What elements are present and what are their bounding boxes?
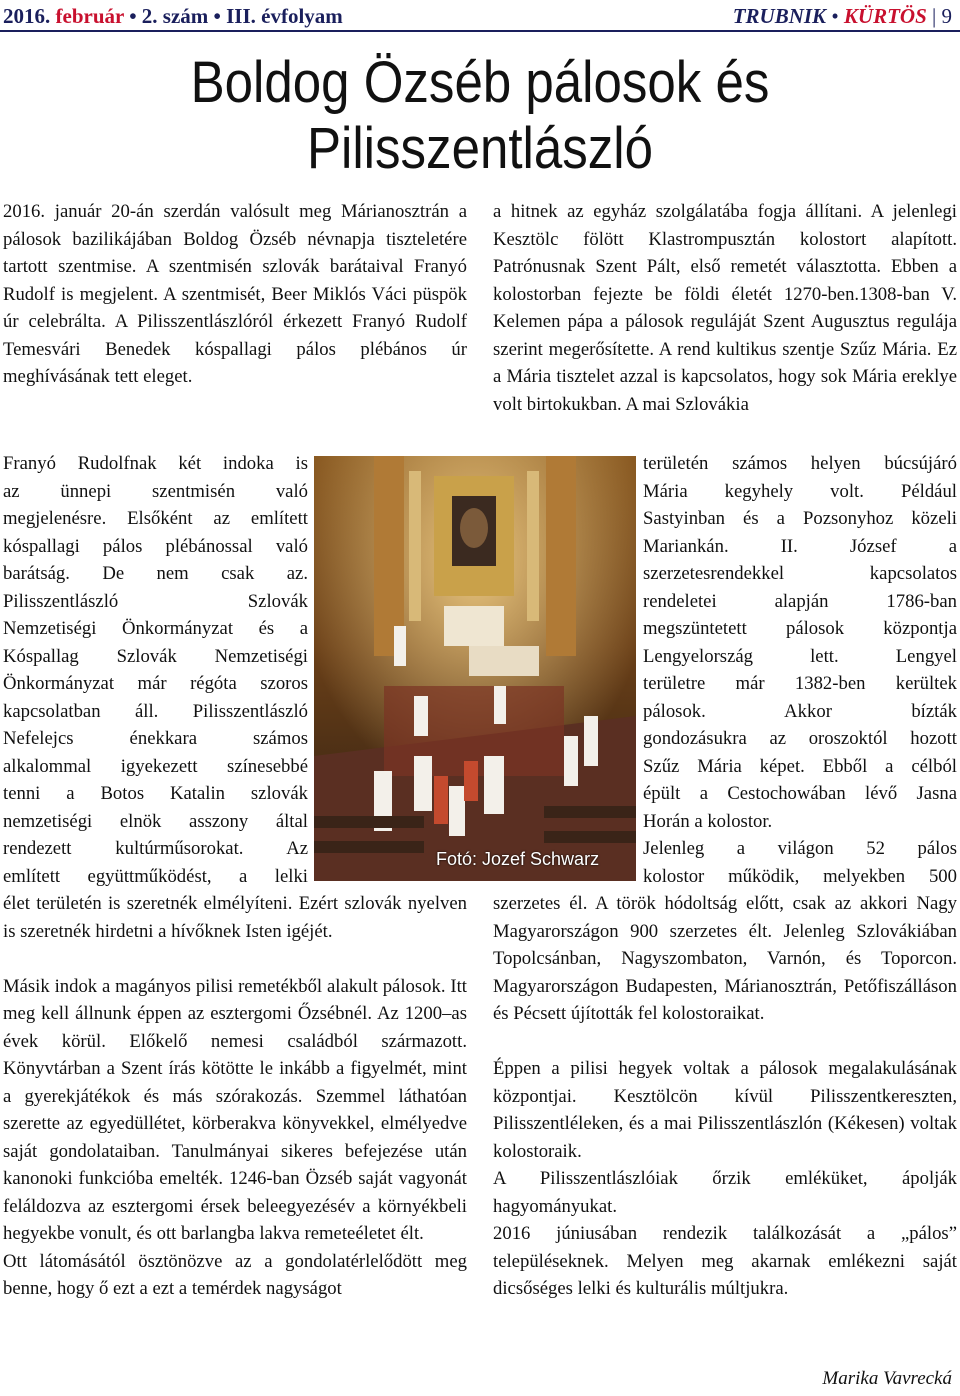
issue-details: • 2. szám • III. évfolyam xyxy=(123,4,343,28)
meeting-paragraph: 2016 júniusában rendezik találkozását a „pálos” településeknek. Melyen meg akarnak emlékezni saját dicsőséges lelki és kulturális múltjukra. xyxy=(493,1223,957,1299)
left-wrap-line: az ünnepi szentmisén való xyxy=(3,480,308,502)
right-continuation: szerzetes él. A török hódoltság előtt, csak az akkori Nagy Magyarországon 900 szerzetes élt. Jelenleg Szlovákiában Topolcsánban, Nagyszombaton, Varnón, és Toporcon. Magyarországon Budapesten, Márianosztrán, Petőfiszálláson és Pécsett újították fel kolostoraikat. xyxy=(493,893,957,1024)
left-wrap-line: kóspallagi pálos plébánossal való xyxy=(3,535,308,557)
second-reason-paragraph: Másik indok a magányos pilisi remetékből alakult pálosok. Itt meg kell állnunk éppen az esztergomi Őzsébnél. Az 1200–as évek körül. Előkelő nemesi családból származott. Könyvtárban a Szent írás kötötte le inkább a figyelmét, mint a gyerekjátékok és más szórakozás. Szemmel láthatóan szerette az egyedüllétet, körberakva könyvekkel, elmélyedve saját gondolataiban. Tanulmányai sikeres befejezése után kanonoki funkcióba emelték. 1246-ban Özséb saját vagyonát feláldozva az esztergomi érsek beleegyezésév a környékbeli hegyekbe vonult, és ott barlangba lakva remeteéletet élt. xyxy=(3,975,467,1244)
left-wrap-text xyxy=(3,450,308,890)
right-wrap-line: megszüntetett pálosok központja xyxy=(643,618,957,639)
left-wrap-line: Nefelejcs énekkara számos xyxy=(3,728,308,749)
right-wrap-line: területén számos helyen búcsújáró xyxy=(643,453,957,474)
right-wrap-line: Mária kegyhely volt. Például xyxy=(643,480,957,502)
page-separator: | xyxy=(926,4,942,28)
left-column-lower xyxy=(3,890,467,1303)
right-wrap-line: pálosok. Akkor bízták xyxy=(643,700,957,722)
left-wrap-line: alkalommal igyekezett színesebbé xyxy=(3,755,308,777)
left-wrap-line: Kóspallag Szlovák Nemzetiségi xyxy=(3,645,308,667)
pilis-hills-paragraph: Éppen a pilisi hegyek voltak a pálosok megalakulásának központjai. Kesztölcön kívül Pilisszentkereszten, Pilisszentléleken, és a mai Pilisszentlászlón (Kékesen) voltak kolostoraik. xyxy=(493,1058,957,1162)
issue-month: február xyxy=(55,4,124,28)
right-wrap-line: Jelenleg a világon 52 pálos xyxy=(643,838,957,859)
left-continuation: élet területén is szeretnék elmélyíteni. Ezért szlovák nyelven is szeretnék hirdetni a hívőknek Isten igéjét. xyxy=(3,893,467,942)
intro-paragraph: 2016. január 20-án szerdán valósult meg Márianosztrán a pálosok bazilikájában Boldog Özséb névnapja tiszteletére tartott szentmise. A szentmisén szlovák barátaival Franyó Rudolf is megjelent. A szentmisét, Beer Miklós Váci püspök úr celebrálta. A Pilisszentlászlóról érkezett Franyó Rudolf Temesvári Benedek kóspallagi pálos plébános úr meghívásának tett eleget. xyxy=(3,201,467,387)
header-rule xyxy=(0,30,960,32)
right-wrap-line: épült a Cestochowában lévő Jasna xyxy=(643,783,957,804)
left-wrap-line: rendezett kultúrműsorokat. Az xyxy=(3,838,308,859)
issue-year: 2016. xyxy=(3,4,56,28)
right-wrap-line: Mariankán. II. József a xyxy=(643,535,957,557)
brand-separator: • xyxy=(826,4,844,28)
photo-caption: Fotó: Jozef Schwarz xyxy=(436,849,600,869)
left-wrap-line: Pilisszentlászló Szlovák xyxy=(3,590,308,612)
right-wrap-line: Sastyinban és a Pozsonyhoz közeli xyxy=(643,508,957,529)
right-wrap-text xyxy=(643,450,957,890)
left-wrap-line: Nemzetiségi Önkormányzat és a xyxy=(3,618,308,639)
brand-kurtos: KÜRTÖS xyxy=(843,4,927,28)
right-wrap-line: szerzetesrendekkel kapcsolatos xyxy=(643,563,957,584)
right-wrap-line: Lengyelország lett. Lengyel xyxy=(643,645,957,667)
church-interior-image xyxy=(314,456,636,881)
issue-info xyxy=(3,4,343,29)
left-wrap-line: megjelenésre. Elsőként az említett xyxy=(3,508,308,529)
right-wrap-line: kolostor működik, melyekben 500 xyxy=(643,865,957,887)
author-signature: Marika Vavrecká xyxy=(822,1368,952,1389)
right-wrap-line: Horán a kolostor. xyxy=(643,810,773,832)
right-column xyxy=(493,198,957,418)
brand-trubnik: TRUBNIK xyxy=(732,4,827,28)
right-wrap-line: rendeletei alapján 1786-ban xyxy=(643,590,957,612)
right-intro: a hitnek az egyház szolgálatába fogja állítani. A jelenlegi Kesztölc fölött Klastrompusztán kolostort alapított. Patrónusnak Szent Pált, első remetét választotta. Ebben a kolostorban fejezte be földi életét 1270-ben.1308-ban V. Kelemen pápa a pálosok reguláját Szent Augusztus regulája szerint megerősítette. A rend kultikus szentje Szűz Mária. Ez a Mária tisztelet azzal is kapcsolatos, hogy sok Mária ereklye volt birtokukban. A mai Szlovákia xyxy=(493,201,957,415)
left-wrap-line: barátság. De nem csak az. xyxy=(3,563,308,584)
left-wrap-line: Franyó Rudolfnak két indoka is xyxy=(3,453,308,474)
title-line-2: Pilisszentlászló xyxy=(306,116,654,181)
publication-info xyxy=(733,4,952,29)
page-number: 9 xyxy=(941,4,952,28)
right-wrap-line: Szűz Mária képet. Ebből a célból xyxy=(643,755,957,777)
left-wrap-line: kapcsolatban áll. Pilisszentlászló xyxy=(3,700,308,722)
left-wrap-line: Önkormányzat már régóta szoros xyxy=(3,673,308,694)
memory-paragraph: A Pilisszentlászlóiak őrzik emléküket, ápolják hagyományukat. xyxy=(493,1168,957,1217)
right-wrap-line: gondozásukra az oroszoktól hozott xyxy=(643,728,957,749)
left-wrap-line: említett együttműködést, a lelki xyxy=(3,865,308,887)
title-line-1: Boldog Özséb pálosok és xyxy=(190,50,770,115)
vision-paragraph: Ott látomásától ösztönözve az a gondolatérlelődött meg benne, hogy ő ezt a ezt a temérdek nagyságot xyxy=(3,1250,467,1299)
article-title xyxy=(58,50,903,182)
left-column xyxy=(3,198,467,391)
right-column-lower xyxy=(493,890,957,1303)
church-photo xyxy=(314,456,636,881)
left-wrap-line: tenni a Botos Katalin szlovák xyxy=(3,783,308,804)
left-wrap-line: nemzetiségi elnök asszony által xyxy=(3,810,308,832)
right-wrap-line: területre már 1382-ben kerültek xyxy=(643,673,957,694)
